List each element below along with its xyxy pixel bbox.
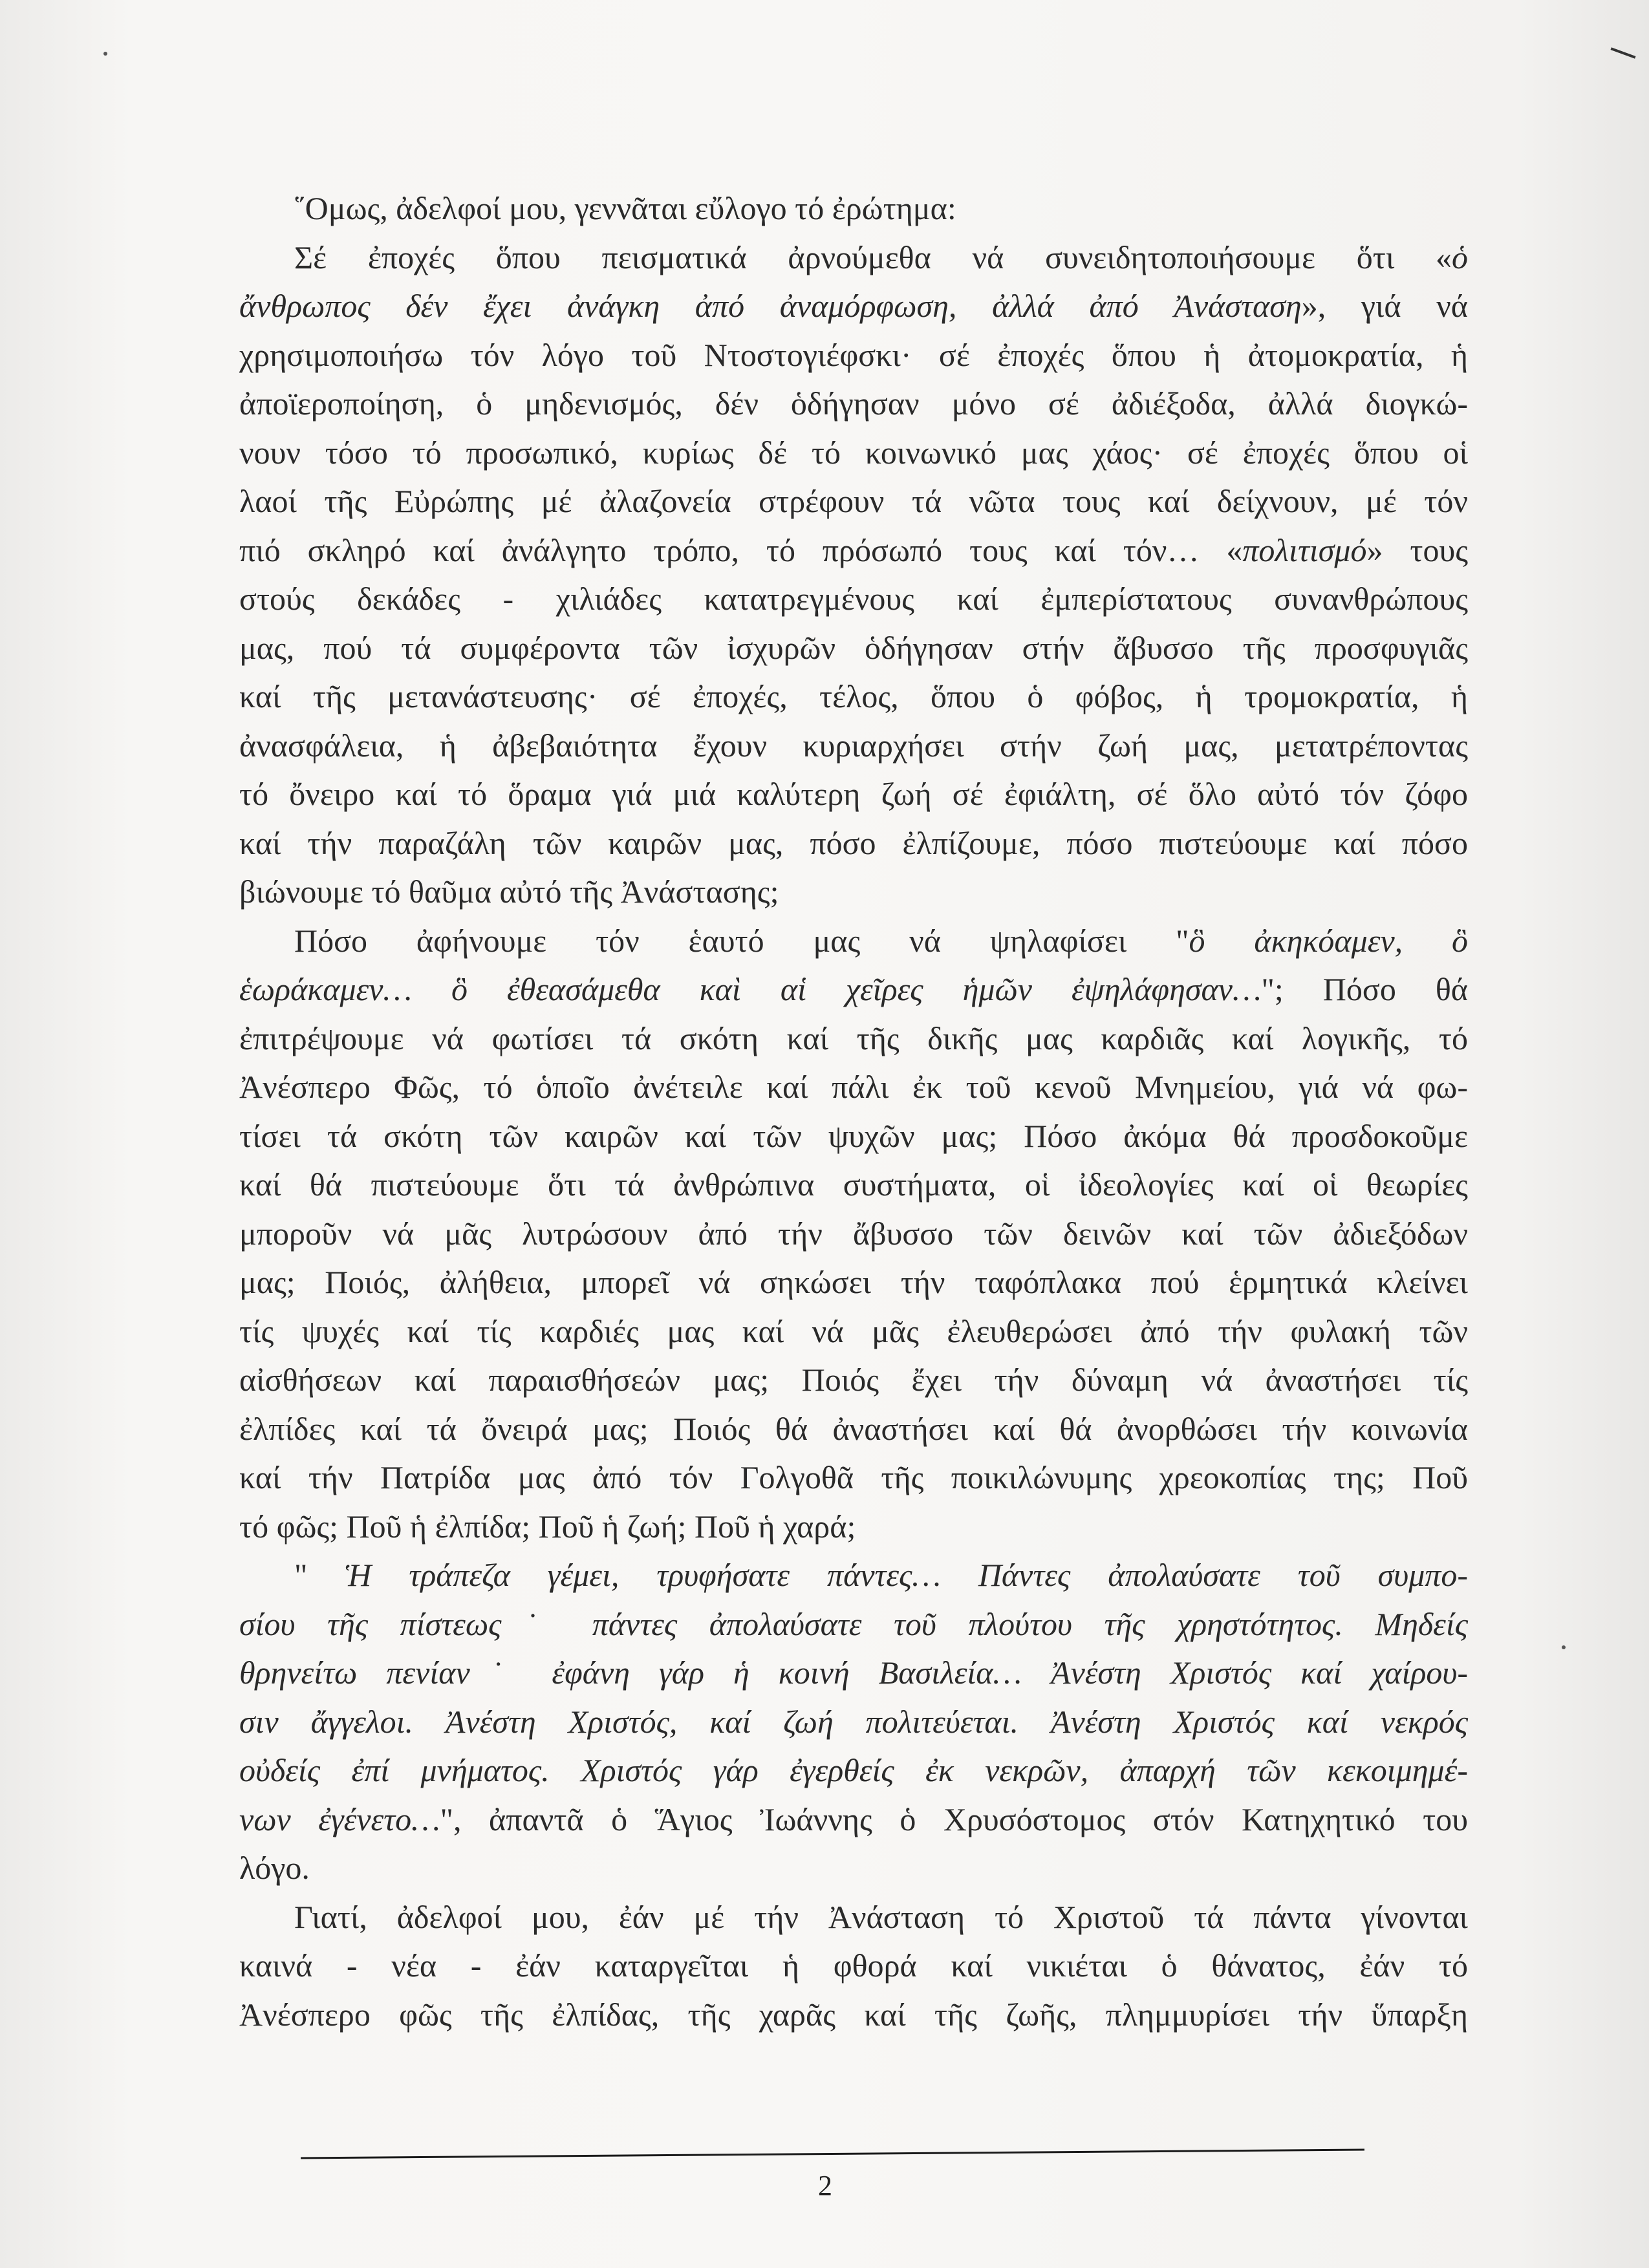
text-line: [239, 1991, 1468, 2040]
text-line: [239, 526, 1468, 575]
text-run: καί τήν Πατρίδα μας ἀπό τόν Γολγοθᾶ τῆς ποικιλώνυμης χρεοκοπίας της; Ποῦ: [239, 1459, 1468, 1495]
text-line: [239, 477, 1468, 526]
italic-run: σίου τῆς πίστεως˙ πάντες ἀπολαύσατε τοῦ πλούτου τῆς χρηστότητος. Μηδείς: [239, 1605, 1468, 1642]
text-line: [239, 1063, 1468, 1112]
paragraph: [239, 1551, 1468, 1893]
paragraph: [239, 184, 1468, 233]
text-run: Σέ ἐποχές ὅπου πεισματικά ἀρνούμεθα νά συνειδητοποιήσουμε ὅτι «: [294, 239, 1452, 275]
italic-run: οὐδείς ἐπί μνήματος. Χριστός γάρ ἐγερθείς ἐκ νεκρῶν, ἀπαρχή τῶν κεκοιμημέ-: [239, 1752, 1468, 1788]
italic-run: πολιτισμό: [1242, 531, 1367, 568]
text-run: ἐπιτρέψουμε νά φωτίσει τά σκότη καί τῆς δικῆς μας καρδιᾶς καί λογικῆς, τό: [239, 1020, 1468, 1056]
text-run: καί τήν παραζάλη τῶν καιρῶν μας, πόσο ἐλπίζουμε, πόσο πιστεύουμε καί πόσο: [239, 824, 1468, 861]
text-run: μας, πού τά συμφέροντα τῶν ἰσχυρῶν ὁδήγησαν στήν ἄβυσσο τῆς προσφυγιᾶς: [239, 629, 1468, 666]
text-line: [239, 965, 1468, 1014]
paragraph: [239, 1893, 1468, 2040]
text-line: [239, 429, 1468, 478]
italic-run: ἑωράκαμεν… ὃ ἐθεασάμεθα καὶ αἱ χεῖρες ἡμῶν ἐψηλάφησαν…: [239, 971, 1262, 1007]
text-run: ἐλπίδες καί τά ὄνειρά μας; Ποιός θά ἀναστήσει καί θά ἀνορθώσει τήν κοινωνία: [239, 1410, 1468, 1447]
text-line: [239, 575, 1468, 624]
text-line: [239, 770, 1468, 819]
text-line: [239, 1503, 1468, 1552]
italic-run: νων ἐγένετο…: [239, 1801, 440, 1837]
text-run: αἰσθήσεων καί παραισθήσεών μας; Ποιός ἔχει τήν δύναμη νά ἀναστήσει τίς: [239, 1362, 1468, 1398]
text-run: », γιά νά: [1301, 288, 1469, 324]
text-line: [239, 624, 1468, 673]
italic-run: θρηνείτω πενίαν˙ ἐφάνη γάρ ἡ κοινή Βασιλεία… Ἀνέστη Χριστός καί χαίρου-: [239, 1654, 1468, 1691]
text-line: [239, 1698, 1468, 1747]
text-line: [239, 282, 1468, 331]
paragraph: [239, 233, 1468, 917]
text-run: τό φῶς; Ποῦ ἡ ἐλπίδα; Ποῦ ἡ ζωή; Ποῦ ἡ χαρά;: [239, 1508, 856, 1545]
footer-rule: [301, 2149, 1364, 2159]
text-run: χρησιμοποιήσω τόν λόγο τοῦ Ντοστογιέφσκι· σέ ἐποχές ὅπου ἡ ἀτομοκρατία, ἡ: [239, 336, 1468, 373]
text-run: Πόσο ἀφήνουμε τόν ἑαυτό μας νά ψηλαφίσει ": [294, 922, 1189, 959]
text-run: πιό σκληρό καί ἀνάλγητο τρόπο, τό πρόσωπό τους καί τόν… «: [239, 531, 1243, 568]
text-line: [239, 1307, 1468, 1356]
text-line: [239, 1893, 1468, 1942]
text-line: [239, 1014, 1468, 1064]
text-run: καινά - νέα - ἐάν καταργεῖται ἡ φθορά καί νικιέται ὁ θάνατος, ἐάν τό: [239, 1947, 1468, 1984]
scan-speck: [103, 52, 107, 56]
text-run: Ἀνέσπερο φῶς τῆς ἐλπίδας, τῆς χαρᾶς καί τῆς ζωῆς, πλημμυρίσει τήν ὕπαρξη: [239, 1996, 1468, 2033]
text-line: [239, 1453, 1468, 1503]
text-run: "; Πόσο θά: [1261, 971, 1468, 1007]
text-run: τίς ψυχές καί τίς καρδιές μας καί νά μᾶς ἐλευθερώσει ἀπό τήν φυλακή τῶν: [239, 1312, 1468, 1349]
text-line: [239, 672, 1468, 722]
text-run: ": [294, 1557, 345, 1593]
text-line: [239, 1844, 1468, 1893]
text-line: [239, 1600, 1468, 1649]
text-run: τίσει τά σκότη τῶν καιρῶν καί τῶν ψυχῶν μας; Πόσο ἀκόμα θά προσδοκοῦμε: [239, 1117, 1468, 1154]
text-run: ῞Ομως, ἀδελφοί μου, γεννᾶται εὔλογο τό ἐρώτημα:: [294, 190, 956, 226]
text-run: λαοί τῆς Εὐρώπης μέ ἀλαζονεία στρέφουν τά νῶτα τους καί δείχνουν, μέ τόν: [239, 483, 1468, 519]
scan-edge-mark: [1611, 47, 1636, 58]
text-run: βιώνουμε τό θαῦμα αὐτό τῆς Ἀνάστασης;: [239, 873, 779, 910]
text-line: [239, 1161, 1468, 1210]
text-run: τό ὄνειρο καί τό ὅραμα γιά μιά καλύτερη ζωή σέ ἐφιάλτη, σέ ὅλο αὐτό τόν ζόφο: [239, 776, 1468, 812]
text-line: [239, 1112, 1468, 1161]
text-run: » τους: [1366, 531, 1468, 568]
paragraph: [239, 917, 1468, 1552]
text-line: [239, 1258, 1468, 1307]
italic-run: ὃ ἀκηκόαμεν, ὃ: [1189, 922, 1468, 959]
italic-run: ἄνθρωπος δέν ἔχει ἀνάγκη ἀπό ἀναμόρφωση, ἀλλά ἀπό Ἀνάσταση: [239, 288, 1302, 324]
text-run: μποροῦν νά μᾶς λυτρώσουν ἀπό τήν ἄβυσσο τῶν δεινῶν καί τῶν ἀδιεξόδων: [239, 1215, 1468, 1252]
text-line: [239, 1649, 1468, 1698]
text-run: ", ἀπαντᾶ ὁ Ἅγιος Ἰωάννης ὁ Χρυσόστομος στόν Κατηχητικό του: [440, 1801, 1469, 1837]
text-line: [239, 1942, 1468, 1991]
text-line: [239, 1210, 1468, 1259]
text-run: νουν τόσο τό προσωπικό, κυρίως δέ τό κοινωνικό μας χάος· σέ ἐποχές ὅπου οἱ: [239, 434, 1468, 471]
text-run: Γιατί, ἀδελφοί μου, ἐάν μέ τήν Ἀνάσταση τό Χριστοῦ τά πάντα γίνονται: [294, 1898, 1468, 1935]
text-line: [239, 233, 1468, 283]
text-line: [239, 1795, 1468, 1845]
text-line: [239, 1551, 1468, 1600]
text-line: [239, 331, 1468, 380]
italic-run: Ἡ τράπεζα γέμει, τρυφήσατε πάντες… Πάντες ἀπολαύσατε τοῦ συμπο-: [345, 1557, 1468, 1593]
text-line: [239, 819, 1468, 868]
text-run: καί θά πιστεύουμε ὅτι τά ἀνθρώπινα συστήματα, οἱ ἰδεολογίες καί οἱ θεωρίες: [239, 1166, 1468, 1203]
text-run: λόγο.: [239, 1850, 310, 1886]
italic-run: ὁ: [1452, 239, 1468, 275]
text-line: [239, 1746, 1468, 1795]
text-run: ἀποϊεροποίηση, ὁ μηδενισμός, δέν ὁδήγησαν μόνο σέ ἀδιέξοδα, ἀλλά διογκώ-: [239, 385, 1468, 422]
text-line: [239, 917, 1468, 966]
text-line: [239, 184, 1468, 233]
text-run: Ἀνέσπερο Φῶς, τό ὁποῖο ἀνέτειλε καί πάλι ἐκ τοῦ κενοῦ Μνημείου, γιά νά φω-: [239, 1069, 1468, 1105]
text-line: [239, 868, 1468, 917]
text-line: [239, 380, 1468, 429]
page-number: 2: [818, 2170, 832, 2201]
scan-speck: [1562, 1645, 1566, 1649]
text-line: [239, 1405, 1468, 1454]
text-run: μας; Ποιός, ἀλήθεια, μπορεῖ νά σηκώσει τήν ταφόπλακα πού ἑρμητικά κλείνει: [239, 1264, 1468, 1300]
italic-run: σιν ἄγγελοι. Ἀνέστη Χριστός, καί ζωή πολιτεύεται. Ἀνέστη Χριστός καί νεκρός: [239, 1703, 1468, 1740]
text-run: καί τῆς μετανάστευσης· σέ ἐποχές, τέλος, ὅπου ὁ φόβος, ἡ τρομοκρατία, ἡ: [239, 678, 1468, 714]
text-run: ἀνασφάλεια, ἡ ἀβεβαιότητα ἔχουν κυριαρχήσει στήν ζωή μας, μετατρέποντας: [239, 727, 1468, 764]
text-line: [239, 1356, 1468, 1405]
body-text: [239, 184, 1468, 2039]
text-run: στούς δεκάδες - χιλιάδες κατατρεγμένους καί ἐμπερίστατους συνανθρώπους: [239, 581, 1468, 617]
text-line: [239, 722, 1468, 771]
